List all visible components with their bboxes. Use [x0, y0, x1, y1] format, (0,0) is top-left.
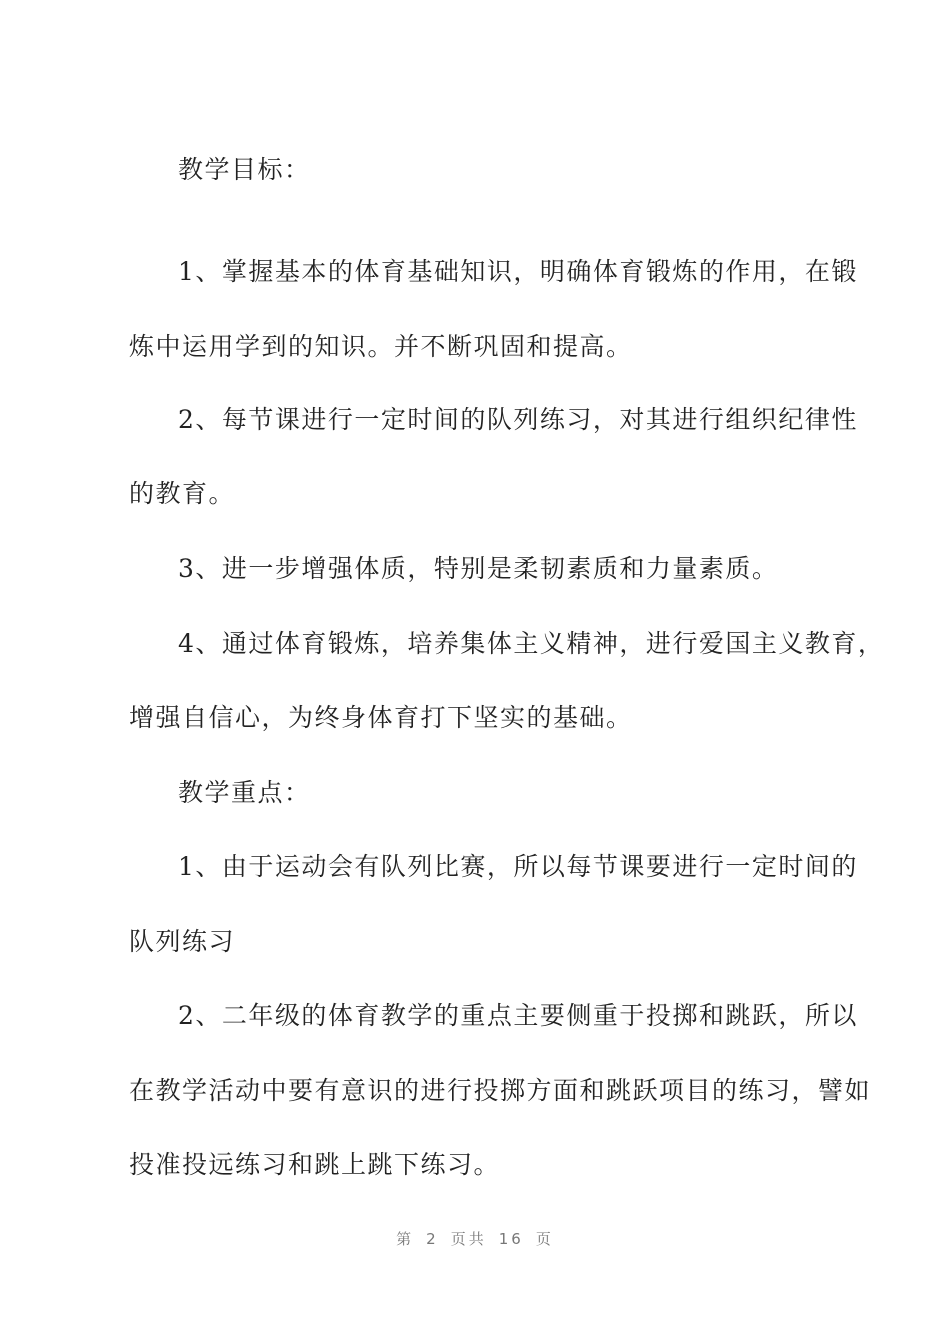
- section-heading-teaching-focus: 教学重点：: [178, 778, 311, 807]
- point-2-line-2: 在教学活动中要有意识的进行投掷方面和跳跃项目的练习，譬如: [129, 1076, 872, 1105]
- goal-2-line-1: 2、每节课进行一定时间的队列练习，对其进行组织纪律性: [178, 405, 858, 434]
- footer-prefix: 第: [396, 1230, 415, 1248]
- footer-suffix: 页: [535, 1230, 554, 1248]
- point-1-line-1: 1、由于运动会有队列比赛，所以每节课要进行一定时间的: [178, 852, 858, 881]
- goal-4-line-2: 增强自信心，为终身体育打下坚实的基础。: [129, 703, 633, 732]
- goal-3-line-1: 3、进一步增强体质，特别是柔韧素质和力量素质。: [178, 554, 779, 583]
- goal-2-line-2: 的教育。: [129, 479, 236, 508]
- footer-middle: 页共: [450, 1230, 487, 1248]
- goal-1-line-1: 1、掌握基本的体育基础知识，明确体育锻炼的作用，在锻: [178, 257, 858, 286]
- footer-total-pages: 16: [498, 1230, 524, 1248]
- goal-1-line-2: 炼中运用学到的知识。并不断巩固和提高。: [129, 332, 633, 361]
- goal-4-line-1: 4、通过体育锻炼，培养集体主义精神，进行爱国主义教育，: [178, 629, 885, 658]
- point-2-line-3: 投准投远练习和跳上跳下练习。: [129, 1150, 501, 1179]
- point-2-line-1: 2、二年级的体育教学的重点主要侧重于投掷和跳跃，所以: [178, 1001, 858, 1030]
- section-heading-teaching-goals: 教学目标：: [178, 155, 311, 184]
- footer-current-page: 2: [426, 1230, 439, 1248]
- page-footer: [0, 1228, 950, 1249]
- point-1-line-2: 队列练习: [129, 927, 236, 956]
